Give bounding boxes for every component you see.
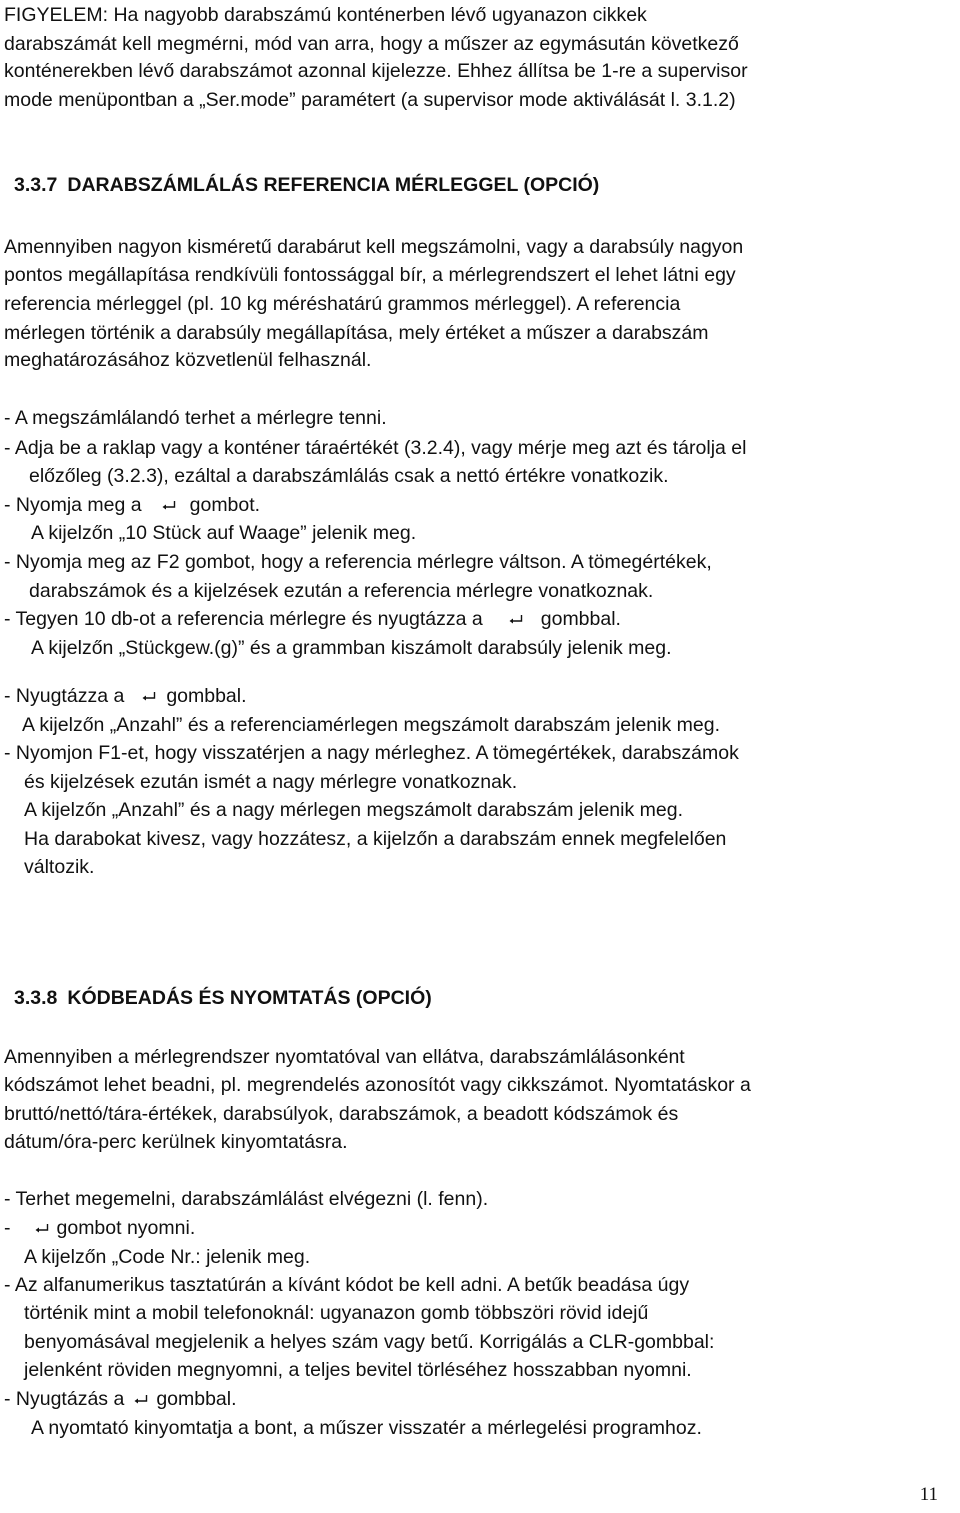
step-line: változik.	[24, 856, 95, 878]
step-line: és kijelzések ezután ismét a nagy mérlegre vonatkoznak.	[24, 771, 518, 793]
paragraph-line: mérlegen történik a darabsúly megállapítása, mely értéket a műszer a darabszám	[4, 322, 709, 344]
display-message: A kijelzőn „10 Stück auf Waage” jelenik meg.	[31, 522, 417, 544]
enter-key-icon	[142, 692, 156, 701]
step-text: gombbal.	[156, 1388, 237, 1410]
step-line: - Az alfanumerikus tasztatúrán a kívánt kódot be kell adni. A betűk beadása úgy	[4, 1274, 690, 1296]
step-line	[4, 683, 247, 709]
step-line	[4, 1386, 237, 1412]
paragraph-line: referencia mérleggel (pl. 10 kg méréshatárú grammos mérleggel). A referencia	[4, 293, 681, 315]
step-line: - A megszámlálandó terhet a mérlegre tenni.	[4, 407, 387, 429]
display-message: A kijelzőn „Code Nr.: jelenik meg.	[24, 1246, 311, 1268]
section-heading-338	[14, 985, 432, 1011]
display-message: A kijelzőn „Anzahl” és a nagy mérlegen megszámolt darabszám jelenik meg.	[24, 799, 683, 821]
intro-line-3: konténerekben lévő darabszámot azonnal kijelezze. Ehhez állítsa be 1-re a supervisor	[4, 60, 748, 82]
step-text: - Tegyen 10 db-ot a referencia mérlegre és nyugtázza a	[4, 608, 483, 630]
step-line: - Nyomja meg az F2 gombot, hogy a referencia mérlegre váltson. A tömegértékek,	[4, 551, 712, 573]
intro-line-1: FIGYELEM: Ha nagyobb darabszámú konténerben lévő ugyanazon cikkek	[4, 4, 647, 26]
step-line: Ha darabokat kivesz, vagy hozzátesz, a kijelzőn a darabszám ennek megfelelően	[24, 828, 727, 850]
enter-key-icon	[162, 501, 176, 510]
paragraph-line: meghatározásához közvetlenül felhasznál.	[4, 349, 372, 371]
paragraph-line: pontos megállapítása rendkívüli fontossággal bír, a mérlegrendszert el lehet látni egy	[4, 264, 736, 286]
step-line: benyomásával megjelenik a helyes szám vagy betű. Korrigálás a CLR-gombbal:	[24, 1331, 715, 1353]
step-line	[4, 1215, 195, 1241]
step-text: - Nyomja meg a	[4, 494, 142, 516]
display-message: A kijelzőn „Anzahl” és a referenciamérlegen megszámolt darabszám jelenik meg.	[22, 714, 720, 736]
step-line: - Adja be a raklap vagy a konténer táraértékét (3.2.4), vagy mérje meg azt és tárolja el	[4, 437, 747, 459]
display-message: A kijelzőn „Stückgew.(g)” és a grammban kiszámolt darabsúly jelenik meg.	[31, 637, 672, 659]
intro-line-4: mode menüpontban a „Ser.mode” paramétert (a supervisor mode aktiválását l. 3.1.2)	[4, 89, 736, 111]
enter-key-icon	[509, 615, 523, 624]
step-text: gombbal.	[540, 608, 621, 630]
paragraph-line: Amennyiben nagyon kisméretű darabárut kell megszámolni, vagy a darabsúly nagyon	[4, 236, 744, 258]
step-text: - Nyugtázás a	[4, 1388, 125, 1410]
paragraph-line: dátum/óra-perc kerülnek kinyomtatásra.	[4, 1131, 348, 1153]
enter-key-icon	[35, 1224, 49, 1233]
enter-key-icon	[134, 1395, 148, 1404]
step-line: jelenként röviden megnyomni, a teljes bevitel törléséhez hosszabban nyomni.	[24, 1359, 692, 1381]
page-number: 11	[919, 1484, 938, 1505]
paragraph-line: bruttó/nettó/tára-értékek, darabsúlyok, darabszámok, a beadott kódszámok és	[4, 1103, 679, 1125]
step-text: gombot.	[189, 494, 261, 516]
section-heading-337	[14, 172, 599, 198]
paragraph-line: kódszámot lehet beadni, pl. megrendelés azonosítót vagy cikkszámot. Nyomtatáskor a	[4, 1074, 751, 1096]
section-number: 3.3.7	[14, 174, 58, 196]
section-number: 3.3.8	[14, 987, 58, 1009]
step-text: - Nyugtázza a	[4, 685, 125, 707]
step-line: történik mint a mobil telefonoknál: ugyanazon gomb többszöri rövid idejű	[24, 1302, 649, 1324]
step-text: gombot nyomni.	[56, 1217, 196, 1239]
step-line	[4, 492, 260, 518]
step-text: gombbal.	[166, 685, 247, 707]
step-line	[4, 606, 621, 632]
display-message: A nyomtató kinyomtatja a bont, a műszer visszatér a mérlegelési programhoz.	[31, 1417, 702, 1439]
step-text: -	[4, 1217, 11, 1239]
step-line: - Nyomjon F1-et, hogy visszatérjen a nagy mérleghez. A tömegértékek, darabszámok	[4, 742, 739, 764]
section-title: KÓDBEADÁS ÉS NYOMTATÁS (OPCIÓ)	[67, 987, 432, 1009]
step-line: előzőleg (3.2.3), ezáltal a darabszámlálás csak a nettó értékre vonatkozik.	[29, 465, 669, 487]
paragraph-line: Amennyiben a mérlegrendszer nyomtatóval van ellátva, darabszámlálásonként	[4, 1046, 685, 1068]
intro-line-2: darabszámát kell megmérni, mód van arra, hogy a műszer az egymásután következő	[4, 33, 739, 55]
step-line: darabszámok és a kijelzések ezután a referencia mérlegre vonatkoznak.	[29, 580, 654, 602]
section-title: DARABSZÁMLÁLÁS REFERENCIA MÉRLEGGEL (OPCIÓ)	[67, 174, 600, 196]
step-line: - Terhet megemelni, darabszámlálást elvégezni (l. fenn).	[4, 1188, 489, 1210]
